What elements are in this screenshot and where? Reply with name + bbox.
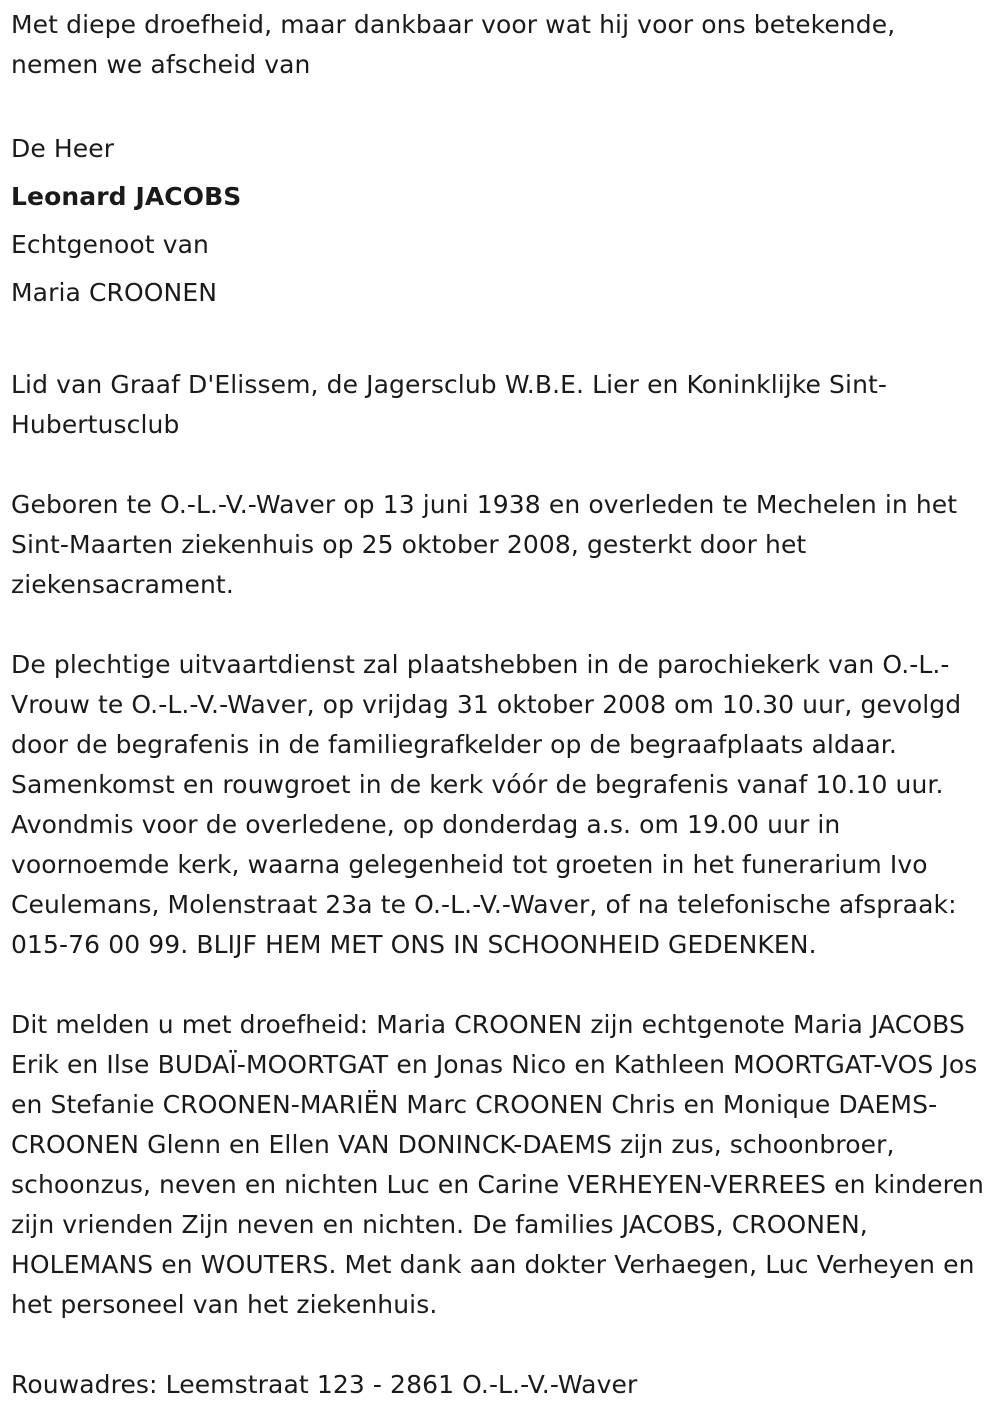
deceased-name: Leonard JACOBS <box>11 182 242 211</box>
spacer <box>11 605 990 645</box>
spacer <box>11 317 990 357</box>
funeral-info-text: De plechtige uitvaartdienst zal plaatshebben in de parochiekerk van O.-L.-Vrouw te O.-L.-V.-Waver, op vrijdag 31 oktober 2008 om 10.30 uur, gevolgd door de begrafenis in de familiegrafkelder op de begraafplaats aldaar. Samenkomst en rouwgroet in de kerk vóór de begrafenis vanaf 10.10 uur. Avondmis voor de overledene, op donderdag a.s. om 19.00 uur in voornoemde kerk, waarna gelegenheid tot groeten in het funerarium Ivo Ceulemans, Molenstraat 23a te O.-L.-V.-Waver, of na telefonische afspraak: 015-76 00 99. BLIJF HEM MET ONS IN SCHOONHEID GEDENKEN. <box>11 650 962 959</box>
spacer <box>11 965 990 1005</box>
announcement-text: Dit melden u met droefheid: Maria CROONEN zijn echtgenote Maria JACOBS Erik en Ilse BUDAÏ-MOORTGAT en Jonas Nico en Kathleen MOORTGAT-VOS Jos en Stefanie CROONEN-MARIËN Marc CROONEN Chris en Monique DAEMS-CROONEN Glenn en Ellen VAN DONINCK-DAEMS zijn zus, schoonbroer, schoonzus, neven en nichten Luc en Carine VERHEYEN-VERREES en kinderen zijn vrienden Zijn neven en nichten. De families JACOBS, CROONEN, HOLEMANS en WOUTERS. Met dank aan dokter Verhaegen, Luc Verheyen en het personeel van het ziekenhuis. <box>11 1010 984 1319</box>
intro-text: Met diepe droefheid, maar dankbaar voor wat hij voor ons betekende, nemen we afscheid van <box>11 10 896 79</box>
mourning-address: Rouwadres: Leemstraat 123 - 2861 O.-L.-V.-Waver <box>11 1370 638 1399</box>
spouse-name: Maria CROONEN <box>11 278 218 307</box>
spacer <box>11 445 990 485</box>
memberships-text: Lid van Graaf D'Elissem, de Jagersclub W.B.E. Lier en Koninklijke Sint-Hubertusclub <box>11 370 888 439</box>
spouse-label: Echtgenoot van <box>11 230 209 259</box>
spacer <box>11 1325 990 1365</box>
birth-death-text: Geboren te O.-L.-V.-Waver op 13 juni 1938 en overleden te Mechelen in het Sint-Maarten ziekenhuis op 25 oktober 2008, gesterkt door het ziekensacrament. <box>11 490 958 599</box>
title-prefix: De Heer <box>11 134 115 163</box>
spacer <box>11 85 990 125</box>
